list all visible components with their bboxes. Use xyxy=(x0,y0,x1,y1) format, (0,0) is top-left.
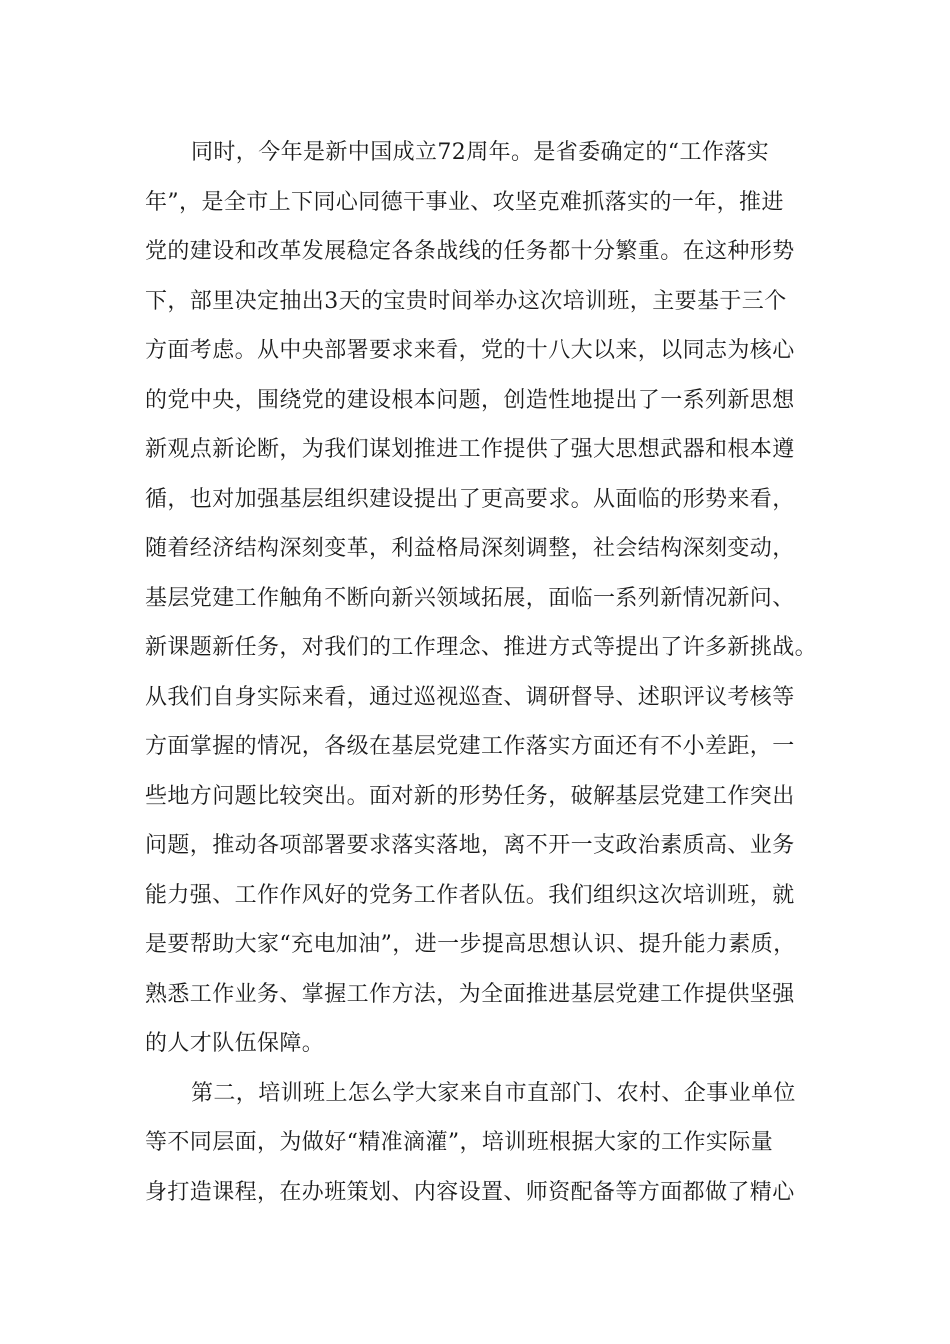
text-line: 循，也对加强基层组织建设提出了更高要求。从面临的形势来看， xyxy=(145,486,795,512)
text-line: 身打造课程，在办班策划、内容设置、师资配备等方面都做了精心 xyxy=(145,1179,795,1205)
text-line: 是要帮助大家“充电加油”，进一步提高思想认识、提升能力素质， xyxy=(145,932,796,957)
text-line: 等不同层面，为做好“精准滴灌”，培训班根据大家的工作实际量 xyxy=(145,1130,774,1155)
text-line: 第二，培训班上怎么学大家来自市直部门、农村、企事业单位 xyxy=(191,1080,796,1106)
text-line: 党的建设和改革发展稳定各条战线的任务都十分繁重。在这种形势 xyxy=(145,239,795,264)
text-line: 新课题新任务，对我们的工作理念、推进方式等提出了许多新挑战。 xyxy=(145,635,818,660)
text-line: 年”，是全市上下同心同德干事业、攻坚克难抓落实的一年，推进 xyxy=(145,189,784,215)
text-line: 基层党建工作触角不断向新兴领域拓展，面临一系列新情况新问、 xyxy=(145,585,795,611)
text-line: 方面考虑。从中央部署要求来看，党的十八大以来，以同志为核心 xyxy=(145,338,795,363)
text-line: 同时，今年是新中国成立72周年。是省委确定的“工作落实 xyxy=(191,140,770,165)
text-line: 能力强、工作作风好的党务工作者队伍。我们组织这次培训班，就 xyxy=(145,882,795,908)
paragraph-2 xyxy=(145,1069,835,1218)
text-line: 的党中央，围绕党的建设根本问题，创造性地提出了一系列新思想 xyxy=(145,387,795,413)
text-line: 下，部里决定抽出3天的宝贵时间举办这次培训班，主要基于三个 xyxy=(145,288,787,314)
text-line: 些地方问题比较突出。面对新的形势任务，破解基层党建工作突出 xyxy=(145,783,795,809)
document-body xyxy=(145,128,835,1217)
text-line: 从我们自身实际来看，通过巡视巡查、调研督导、述职评议考核等 xyxy=(145,684,795,710)
text-line: 随着经济结构深刻变革，利益格局深刻调整，社会结构深刻变动， xyxy=(145,536,795,561)
text-line: 新观点新论断，为我们谋划推进工作提供了强大思想武器和根本遵 xyxy=(145,437,795,462)
text-line: 方面掌握的情况，各级在基层党建工作落实方面还有不小差距，一 xyxy=(145,734,795,759)
text-line: 的人才队伍保障。 xyxy=(145,1031,325,1056)
paragraph-1 xyxy=(145,128,835,1069)
text-line: 问题，推动各项部署要求落实落地，离不开一支政治素质高、业务 xyxy=(145,833,795,858)
text-line: 熟悉工作业务、掌握工作方法，为全面推进基层党建工作提供坚强 xyxy=(145,981,795,1007)
